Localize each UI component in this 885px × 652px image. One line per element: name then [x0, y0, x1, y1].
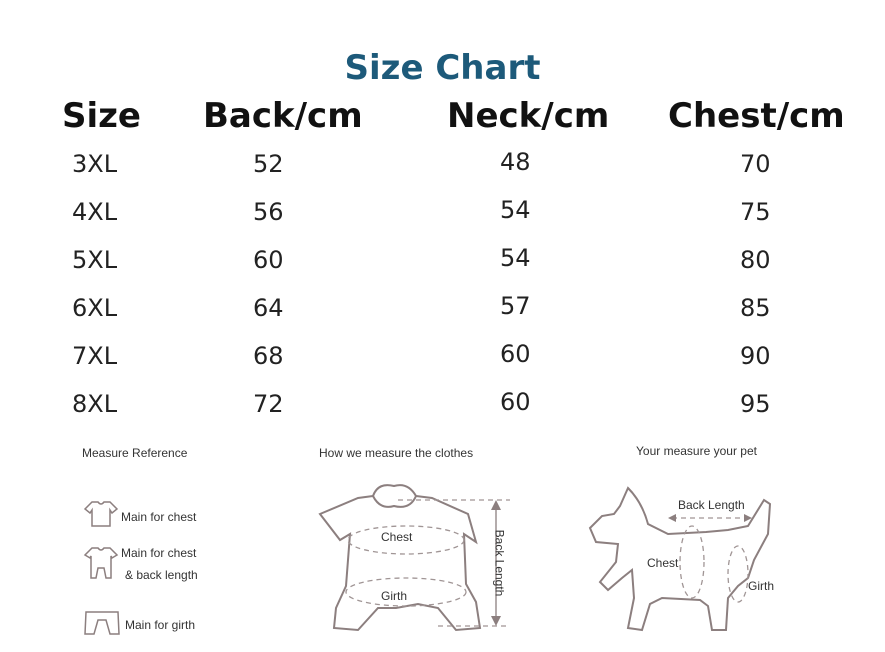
full-shirt-icon [84, 546, 124, 582]
pet-chest-label: Chest [647, 556, 679, 570]
size-cell: 4XL [72, 198, 118, 226]
back-cell: 56 [253, 198, 284, 226]
chest-cell: 90 [740, 342, 771, 370]
back-cell: 60 [253, 246, 284, 274]
neck-cell: 57 [500, 292, 531, 320]
size-cell: 7XL [72, 342, 118, 370]
tshirt-icon [84, 500, 124, 530]
reference-title: Measure Reference [82, 446, 188, 460]
size-cell: 6XL [72, 294, 118, 322]
header-back: Back/cm [203, 96, 363, 136]
chest-cell: 70 [740, 150, 771, 178]
neck-cell: 54 [500, 244, 531, 272]
back-cell: 68 [253, 342, 284, 370]
pants-icon [84, 610, 124, 638]
neck-cell: 54 [500, 196, 531, 224]
clothes-diagram-title: How we measure the clothes [319, 446, 474, 460]
chest-cell: 80 [740, 246, 771, 274]
chest-cell: 75 [740, 198, 771, 226]
pet-girth-label: Girth [748, 579, 775, 593]
back-cell: 72 [253, 390, 284, 418]
page-title: Size Chart [344, 48, 541, 88]
ref-label-chest: Main for chest [121, 510, 197, 524]
clothes-chest-label: Chest [381, 530, 413, 544]
chest-cell: 85 [740, 294, 771, 322]
pet-diagram-title: Your measure your pet [636, 444, 757, 458]
neck-cell: 60 [500, 388, 531, 416]
clothes-back-length-label: Back Length [492, 529, 507, 597]
ref-label-chest-back-2: & back length [125, 568, 198, 582]
pet-back-length-label: Back Length [678, 498, 745, 512]
neck-cell: 48 [500, 148, 531, 176]
chest-cell: 95 [740, 390, 771, 418]
header-size: Size [62, 96, 141, 136]
ref-label-girth: Main for girth [125, 618, 196, 632]
neck-cell: 60 [500, 340, 531, 368]
clothes-girth-label: Girth [381, 589, 408, 603]
ref-label-chest-back-1: Main for chest [121, 546, 197, 560]
size-cell: 5XL [72, 246, 118, 274]
clothes-outline [318, 478, 518, 638]
size-cell: 8XL [72, 390, 118, 418]
header-neck: Neck/cm [447, 96, 610, 136]
header-chest: Chest/cm [668, 96, 845, 136]
back-cell: 52 [253, 150, 284, 178]
size-cell: 3XL [72, 150, 118, 178]
back-cell: 64 [253, 294, 284, 322]
